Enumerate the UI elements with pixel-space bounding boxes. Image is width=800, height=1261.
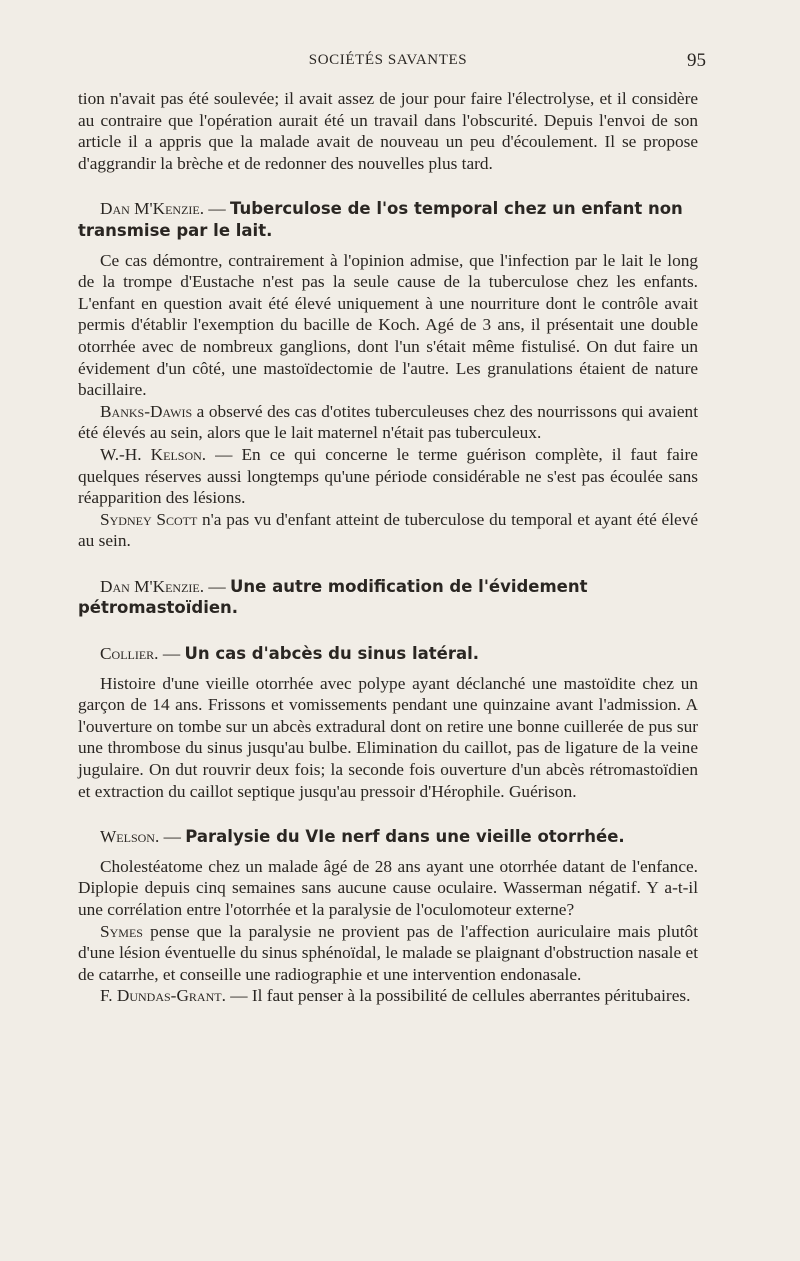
section-title: Une autre modification de l'évidement pétromastoïdien. xyxy=(78,576,588,618)
section-heading xyxy=(78,198,698,241)
section-paragraph xyxy=(78,921,698,986)
section-paragraph xyxy=(78,673,698,803)
speaker-name: W.-H. Kelson. xyxy=(100,444,207,464)
section-paralysie xyxy=(78,826,698,1007)
running-title: SOCIÉTÉS SAVANTES xyxy=(308,52,468,68)
section-paragraph xyxy=(78,856,698,921)
section-tuberculose xyxy=(78,198,698,552)
section-paragraph xyxy=(78,985,698,1007)
section-abces xyxy=(78,643,698,802)
section-title: Un cas d'abcès du sinus latéral. xyxy=(184,644,480,664)
speaker-name: F. Dundas-Grant. xyxy=(100,986,226,1006)
intro-paragraph: tion n'avait pas été soulevée; il avait assez de jour pour faire l'électrolyse, et il considère au contraire que l'opération aurait été un travail dans l'obscurité. Depuis l'envoi de son article il a appris que la malade avait de nouveau un peu d'écoulement. Il se propose d'aggrandir la brèche et de redonner des nouvelles plus tard. xyxy=(78,89,698,173)
section-paragraph xyxy=(78,509,698,552)
paragraph-text: pense que la paralysie ne provient pas de l'affection auriculaire mais plutôt d'une lésion éventuelle du sinus sphénoïdal, le malade se plaignant d'obstruction nasale et de catarrhe, et conseille une radiographie et une intervention endonasale. xyxy=(78,921,698,984)
page-header xyxy=(78,50,706,72)
paragraph-text: a observé des cas d'otites tuberculeuses chez des nourrissons qui avaient été élevés au sein, alors que le lait maternel n'était pas tuberculeux. xyxy=(78,401,698,443)
section-title: Tuberculose de l'os temporal chez un enfant non transmise par le lait. xyxy=(78,199,683,240)
speaker-name: Banks-Dawis xyxy=(100,401,193,421)
paragraph-text: Cholestéatome chez un malade âgé de 28 ans ayant une otorrhée datant de l'enfance. Diplopie depuis cinq semaines sans aucune cause oculaire. Wasserman négatif. Y a-t-il une corrélation entre l'otorrhée et la paralysie de l'oculomoteur externe? xyxy=(78,856,698,919)
speaker-name: Symes xyxy=(100,921,143,941)
section-paragraph xyxy=(78,401,698,444)
section-heading xyxy=(78,576,698,619)
section-dash: — xyxy=(204,199,230,219)
paragraph-text: — Il faut penser à la possibilité de cellules aberrantes péritubaires. xyxy=(225,986,691,1006)
paragraph-text: n'a pas vu d'enfant atteint de tuberculose du temporal et ayant été élevé au sein. xyxy=(78,509,698,551)
speaker-name: Sydney Scott xyxy=(100,509,198,529)
section-author: Collier. xyxy=(100,644,159,664)
section-paragraph xyxy=(78,250,698,401)
paragraph-text: — En ce qui concerne le terme guérison complète, il faut faire quelques réserves aussi longtemps qu'une période considérable ne s'est pas écoulée sans réapparition des lésions. xyxy=(78,444,698,508)
section-dash: — xyxy=(204,576,230,596)
section-heading xyxy=(78,826,698,848)
section-dash: — xyxy=(158,644,185,664)
page-number: 95 xyxy=(687,50,706,71)
section-title: Paralysie du VIe nerf dans une vieille otorrhée. xyxy=(185,827,625,847)
paragraph-text: Histoire d'une vieille otorrhée avec polype ayant déclanché une mastoïdite chez un garçon de 14 ans. Frissons et vomissements pendant une quinzaine avant l'admission. A l'ouverture on tombe sur un abcès extradural dont on retire une bonne cuillerée de pus sur une thrombose du sinus jusqu'au bulbe. Elimination du caillot, pas de ligature de la veine jugulaire. On dut rouvrir deux fois; la seconde fois ouverture d'un abcès rétromastoïdien et extraction du caillot septique jusqu'au pressoir d'Hérophile. Guérison. xyxy=(78,673,698,801)
paragraph-text: Ce cas démontre, contrairement à l'opinion admise, que l'infection par le lait le long de la trompe d'Eustache n'est pas la seule cause de la tuberculose chez les enfants. L'enfant en question avait été élevé uniquement à une nourriture dont le contrôle avait permis d'établir l'exemption du bacille de Koch. Agé de 3 ans, il présentait une double otorrhée avec de nombreux ganglions, dont l'un s'était même fistulisé. On dut faire un évidement d'un côté, une mastoïdectomie de l'autre. Les granulations étaient de nature bacillaire. xyxy=(78,250,698,400)
section-evidement xyxy=(78,576,698,619)
page-body xyxy=(78,88,698,1007)
section-author: Welson. xyxy=(100,827,160,847)
section-heading xyxy=(78,643,698,665)
section-paragraph xyxy=(78,444,698,509)
section-dash: — xyxy=(159,827,186,847)
section-author: Dan M'Kenzie. xyxy=(100,576,205,596)
section-author: Dan M'Kenzie. xyxy=(100,199,205,219)
